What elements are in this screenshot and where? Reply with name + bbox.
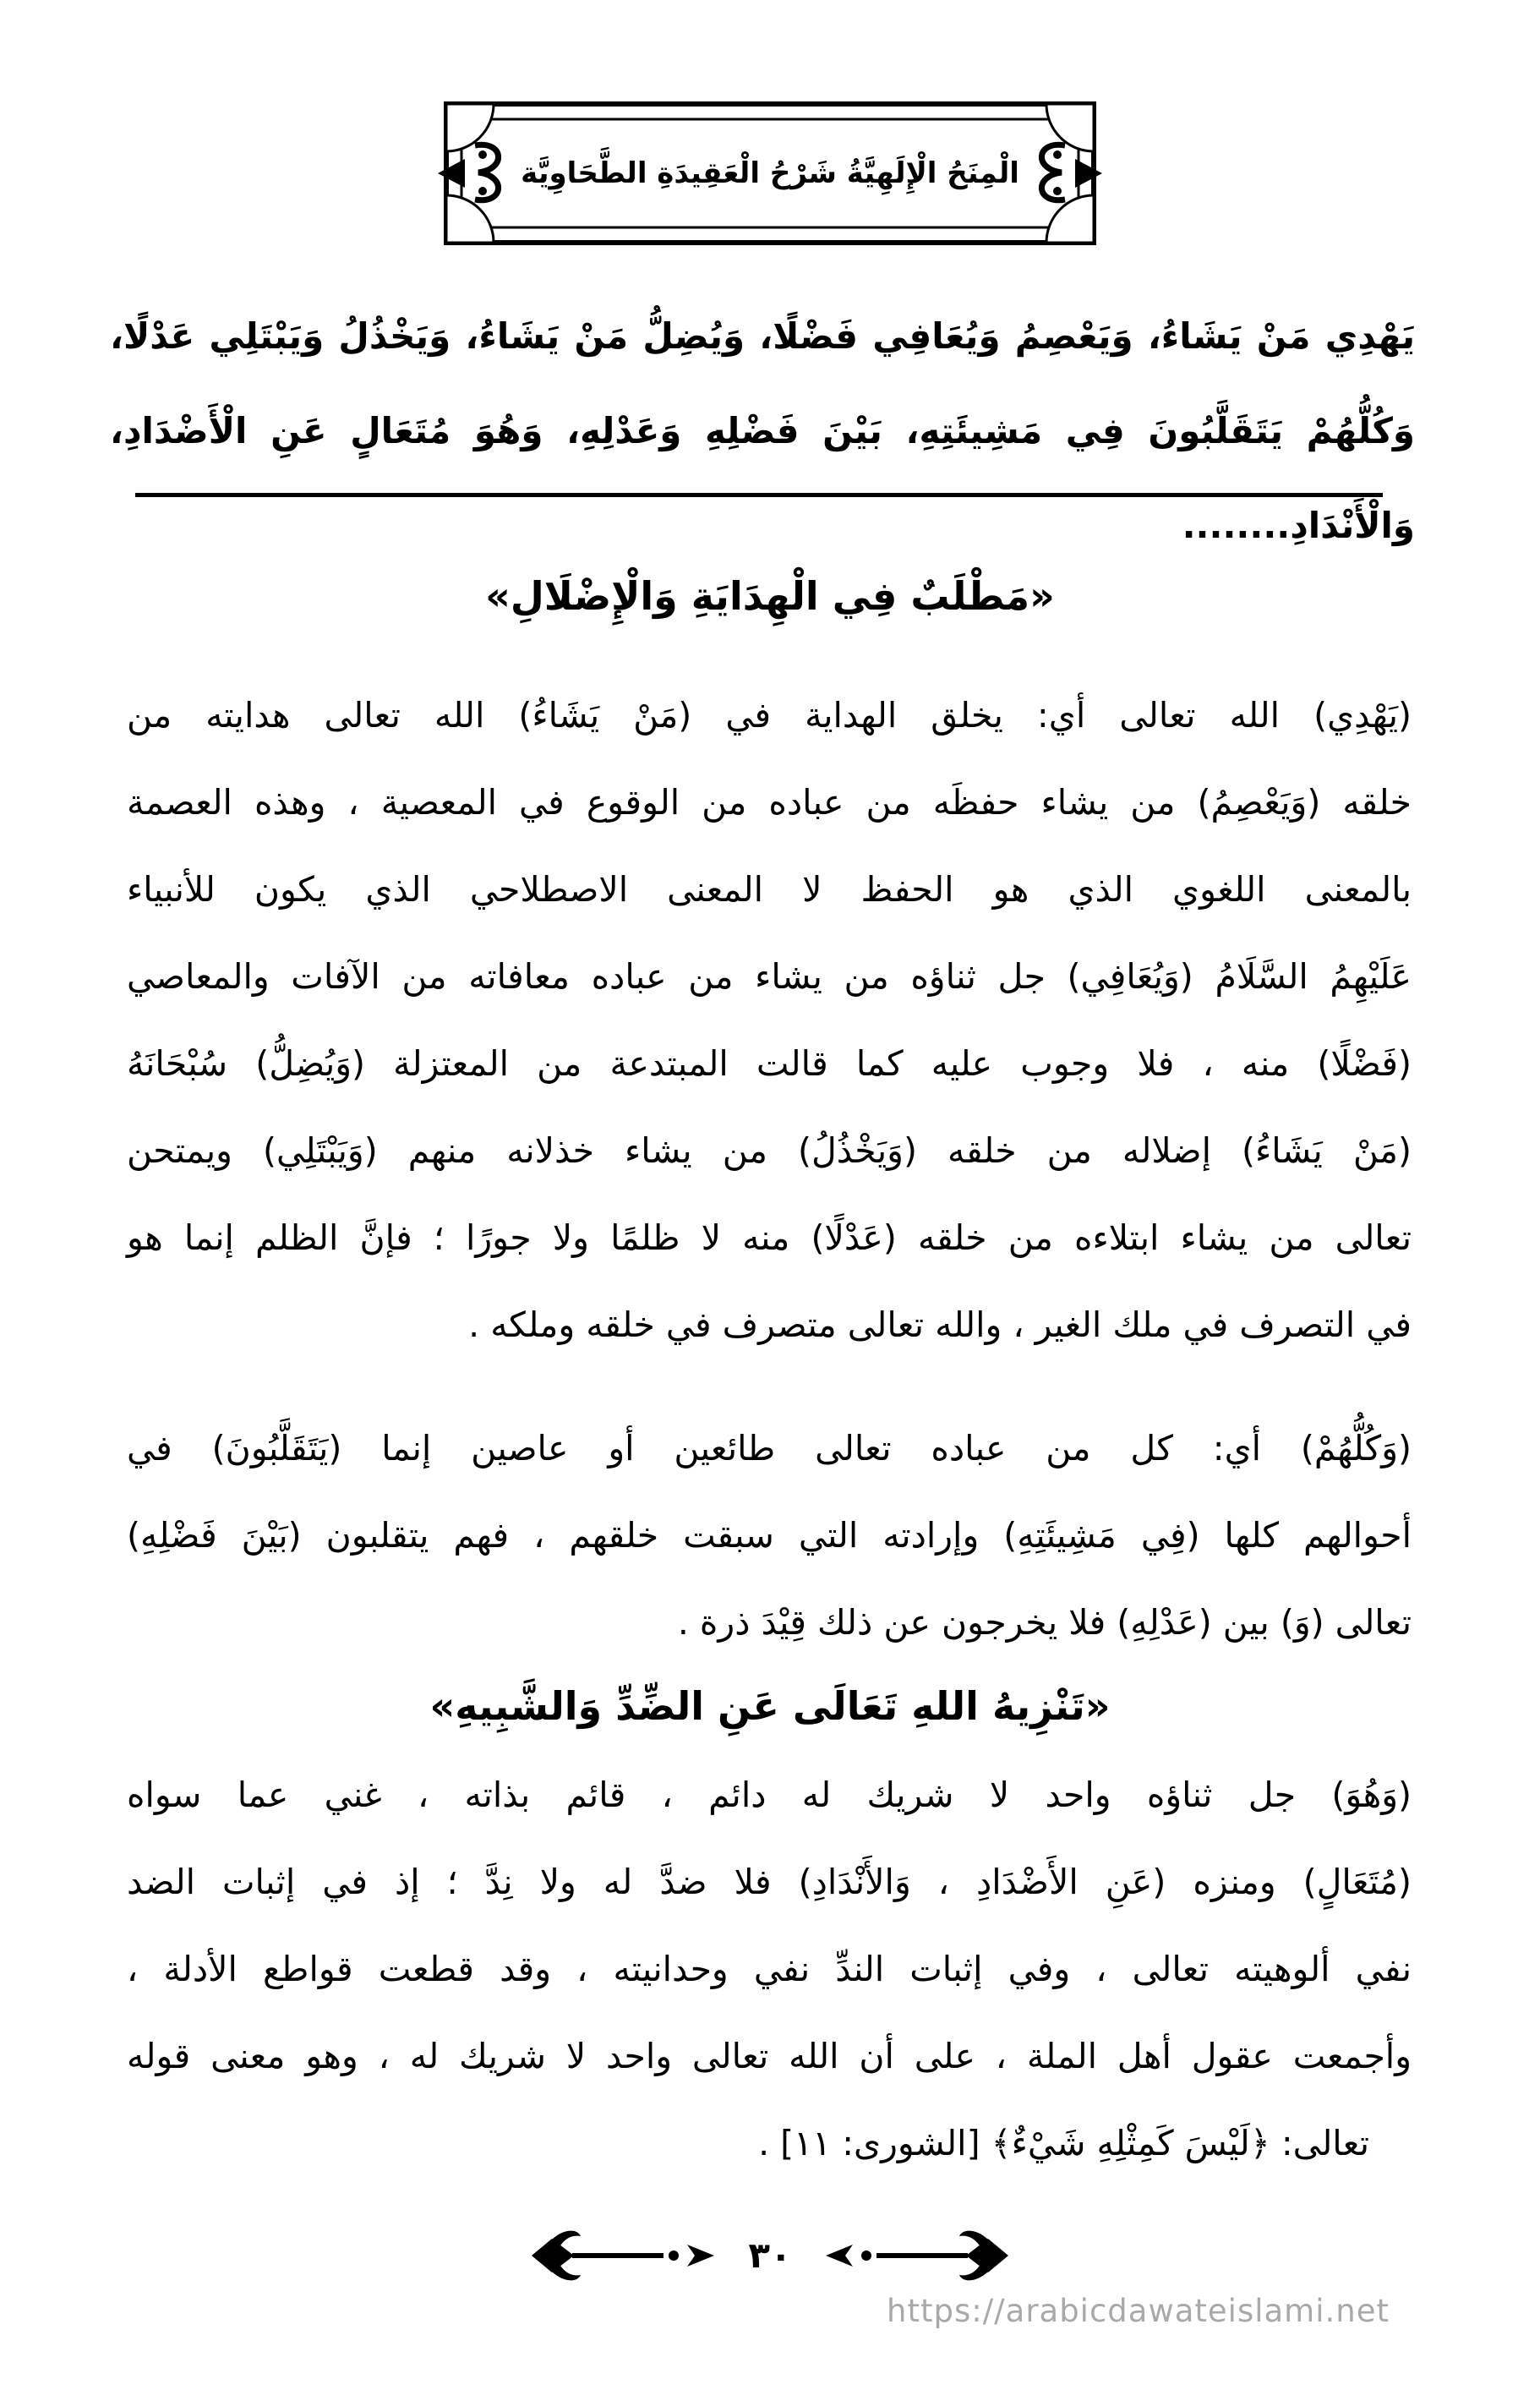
paragraph-2 xyxy=(127,1405,1412,1666)
body-line: (فَضْلًا) منه ، فلا وجوب عليه كما قالت المبتدعة من المعتزلة (وَيُضِلُّ) سُبْحَانَهُ xyxy=(127,1043,1412,1084)
body-line: خلقه (وَيَعْصِمُ) من يشاء حفظَه من عباده من الوقوع في المعصية ، وهذه العصمة xyxy=(127,782,1412,823)
quran-verse-line: تعالى: ﴿لَيْسَ كَمِثْلِهِ شَيْءٌ﴾ [الشورى: ١١] . xyxy=(758,2123,1369,2163)
matn-excerpt xyxy=(110,289,1415,573)
body-line: عَلَيْهِمُ السَّلَامُ (وَيُعَافِي) جل ثناؤه من يشاء من عباده معافاته من الآفات والمعاصي xyxy=(127,956,1412,997)
body-line: (يَهْدِي) الله تعالى أي: يخلق الهداية في (مَنْ يَشَاءُ) الله تعالى هدايته من xyxy=(127,695,1412,736)
footer-left-arrow-leaf-icon xyxy=(528,2229,723,2283)
body-line: (وَهُوَ) جل ثناؤه واحد لا شريك له دائم ، قائم بذاته ، غني عما سواه xyxy=(127,1775,1412,1815)
matn-line: وَكُلُّهُمْ يَتَقَلَّبُونَ فِي مَشِيئَتِهِ، بَيْنَ فَضْلِهِ وَعَدْلِهِ، وَهُوَ مُتَعَالٍ عَنِ الْأَضْدَادِ، وَالْأَنْدَادِ........ xyxy=(110,410,1415,546)
page-footer xyxy=(0,2229,1540,2283)
title-cartouche xyxy=(436,98,1104,249)
paragraph-1 xyxy=(127,672,1412,1369)
body-line: بالمعنى اللغوي الذي هو الحفظ لا المعنى الاصطلاحي الذي يكون للأنبياء xyxy=(127,869,1412,910)
body-line: (مُتَعَالٍ) ومنزه (عَنِ الأَضْدَادِ ، وَالأَنْدَادِ) فلا ضدَّ له ولا نِدَّ ؛ إذ في إثبات الضد xyxy=(127,1862,1412,1902)
body-line: أحوالهم كلها (فِي مَشِيئَتِهِ) وإرادته التي سبقت خلقهم ، فهم يتقلبون (بَيْنَ فَضْلِهِ) xyxy=(127,1515,1412,1556)
footer-right-arrow-leaf-icon xyxy=(817,2229,1012,2283)
watermark-url: https://arabicdawateislami.net xyxy=(887,2293,1390,2329)
body-line: (وَكُلُّهُمْ) أي: كل من عباده تعالى طائعين أو عاصين إنما (يَتَقَلَّبُونَ) في xyxy=(127,1428,1412,1468)
body-line: (مَنْ يَشَاءُ) إضلاله من خلقه (وَيَخْذُلُ) من يشاء خذلانه منهم (وَيَبْتَلِي) ويمتحن xyxy=(127,1130,1412,1171)
matn-line: يَهْدِي مَنْ يَشَاءُ، وَيَعْصِمُ وَيُعَافِي فَضْلًا، وَيُضِلُّ مَنْ يَشَاءُ، وَيَخْذُلُ وَيَبْتَلِي عَدْلًا، xyxy=(110,315,1415,357)
page-number: ٣٠ xyxy=(748,2234,792,2276)
section-heading-hidaya: «مَطْلَبٌ فِي الْهِدَايَةِ وَالْإِضْلَالِ» xyxy=(485,573,1055,619)
section-divider-rule xyxy=(135,493,1383,497)
section-heading-tanzih: «تَنْزِيهُ اللهِ تَعَالَى عَنِ الضِّدِّ وَالشَّبِيهِ» xyxy=(429,1683,1111,1729)
book-title: الْمِنَحُ الْإِلَهِيَّةُ شَرْحُ الْعَقِيدَةِ الطَّحَاوِيَّة xyxy=(521,156,1019,190)
body-line: في التصرف في ملك الغير ، والله تعالى متصرف في خلقه وملكه . xyxy=(468,1304,1412,1345)
body-line: نفي ألوهيته تعالى ، وفي إثبات الندِّ نفي وحدانيته ، وقد قطعت قواطع الأدلة ، xyxy=(127,1949,1412,1989)
body-line: تعالى من يشاء ابتلاءه من خلقه (عَدْلًا) منه لا ظلمًا ولا جورًا ؛ فإنَّ الظلم إنما هو xyxy=(127,1217,1412,1258)
body-line: تعالى (وَ) بين (عَدْلِهِ) فلا يخرجون عن ذلك قِيْدَ ذرة . xyxy=(677,1602,1412,1643)
paragraph-3 xyxy=(127,1752,1412,2187)
body-line: وأجمعت عقول أهل الملة ، على أن الله تعالى واحد لا شريك له ، وهو معنى قوله xyxy=(127,2036,1412,2076)
